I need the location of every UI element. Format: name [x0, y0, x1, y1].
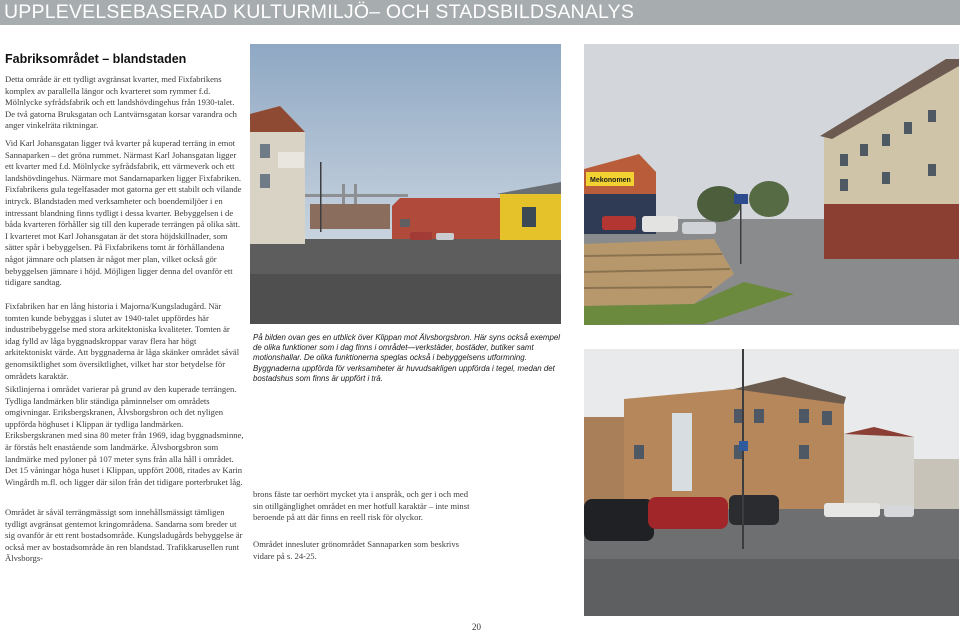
photo-klippan-view	[250, 44, 561, 324]
paragraph-intro: Detta område är ett tydligt avgränsat kvarter, med Fixfabrikens komplex av parallella längor och kvarteret som rymmer f.d. Mölnlycke syfrådsfabrik och ett landshövdingehus från 1930-talet. De två gatorna Bruksgatan och Lantvärnsgatan korsar varandra och anger vinkelräta riktningar.	[5, 74, 237, 131]
page-number: 20	[472, 622, 481, 632]
paragraph-karl-johansgatan: Vid Karl Johansgatan ligger två kvarter på kuperad terräng in emot Sannaparken – det gröna rummet. Närmast Karl Johansgatan ligger ett kvarter med f.d. Mölnlycke syfrådsfabrik, ett värmeverk och ett landshövdingehus. Närmare mot Sandarnaparken ligger Fixfabriken. Fixfabrikens gula tegelfasader mot gatorna ger ett stabilt och vilande intryck. Blandstaden med verksamheter och boendemiljöer i en intressant blandning finns tydligt i dessa kvarter. Bebyggelsen i de båda kvarteren förhåller sig till den kuperade terrängen på olika sätt. I kvarteret mot Karl Johansgatan är det stora höjdskillnader, som sätter spår i bebyggelsen. På Fixfabrikens tomt är förhållandena något jämnare och platsen är något mer plan, vilket också gör bebyggelsen jämnare i höjd. Möjligen ligger denna del ovanför ett tidigare sandtag.	[5, 138, 242, 288]
document-title: UPPLEVELSEBASERAD KULTURMILJÖ– OCH STADSBILDSANALYS	[4, 1, 635, 23]
paragraph-siktlinjer: Siktlinjerna i området varierar på grund av den kuperade terrängen. Tydliga landmärken blir ständiga påminnelser om områdets omgivningar. Eriksbergskranen, Älvsborgsbron och det nyligen uppförda höghuset i Klippan är tydliga landmärken. Eriksbergskranen med sina 80 meter från 1969, idag byggnadsminne, är förstås helt enastående som landmärke. Älvsborgsbron som landmärke med pyloner på 107 meter syns från alla håll i området. Det 15 våningar höga huset i Klippan, uppfört 2008, ritades av Karin Wingårdh m.fl. och ligger där silon från det tidigare porterbruket låg.	[5, 384, 244, 487]
photo-mekonomen-street	[584, 44, 959, 325]
photo-brick-buildings	[584, 349, 959, 616]
paragraph-sannaparken: Området innesluter grönområdet Sannaparken som beskrivs vidare på s. 24-25.	[253, 539, 459, 561]
paragraph-avgransning: Området är såväl terrängmässigt som innehållsmässigt tämligen tydligt avgränsat gentemot kringområdena. Sandarna som breder ut sig ovanför är ett rent bostadsområde. Kungsladugårds bebyggelse är också mer av bostadsområde än ren blandstad. Trafikkarusellen runt Älvsborgs-	[5, 507, 243, 564]
photo-caption: På bilden ovan ges en utblick över Klippan mot Älvsborgsbron. Här syns också exempel de olika funktioner som i dag finns i området—verkstäder, bostäder, butiker samt motionshallar. De olika funktionerna speglas också i bebyggelsens utformning. Byggnaderna uppförda för verksamheter är huvudsakligen uppförda i tegel, medan det bostadshus som finns är uppfört i trä.	[253, 333, 561, 383]
paragraph-bridge-continuation: brons fäste tar oerhört mycket yta i anspråk, och ger i och med sin otillgänglighet området en mer hotfull karaktär – inte minst beroende på att där finns en reell risk för olyckor.	[253, 489, 470, 523]
section-heading: Fabriksområdet – blandstaden	[5, 52, 187, 66]
header-band	[0, 0, 960, 25]
paragraph-fixfabriken: Fixfabriken har en lång historia i Majorna/Kungsladugård. När tomten kunde bebyggas i slutet av 1940-talet uppfördes här industribebyggelse med stora arkitektoniska kvaliteter. Tomten är idag fylld av låga byggnadskroppar varav flera har högt arkitektoniskt värde. Att byggnaderna är låga skänker området såväl genomsiktlighet som översiktlighet, vilket har stor betydelse för områdets karaktär.	[5, 301, 240, 381]
shop-sign-text: Mekonomen	[590, 177, 631, 184]
